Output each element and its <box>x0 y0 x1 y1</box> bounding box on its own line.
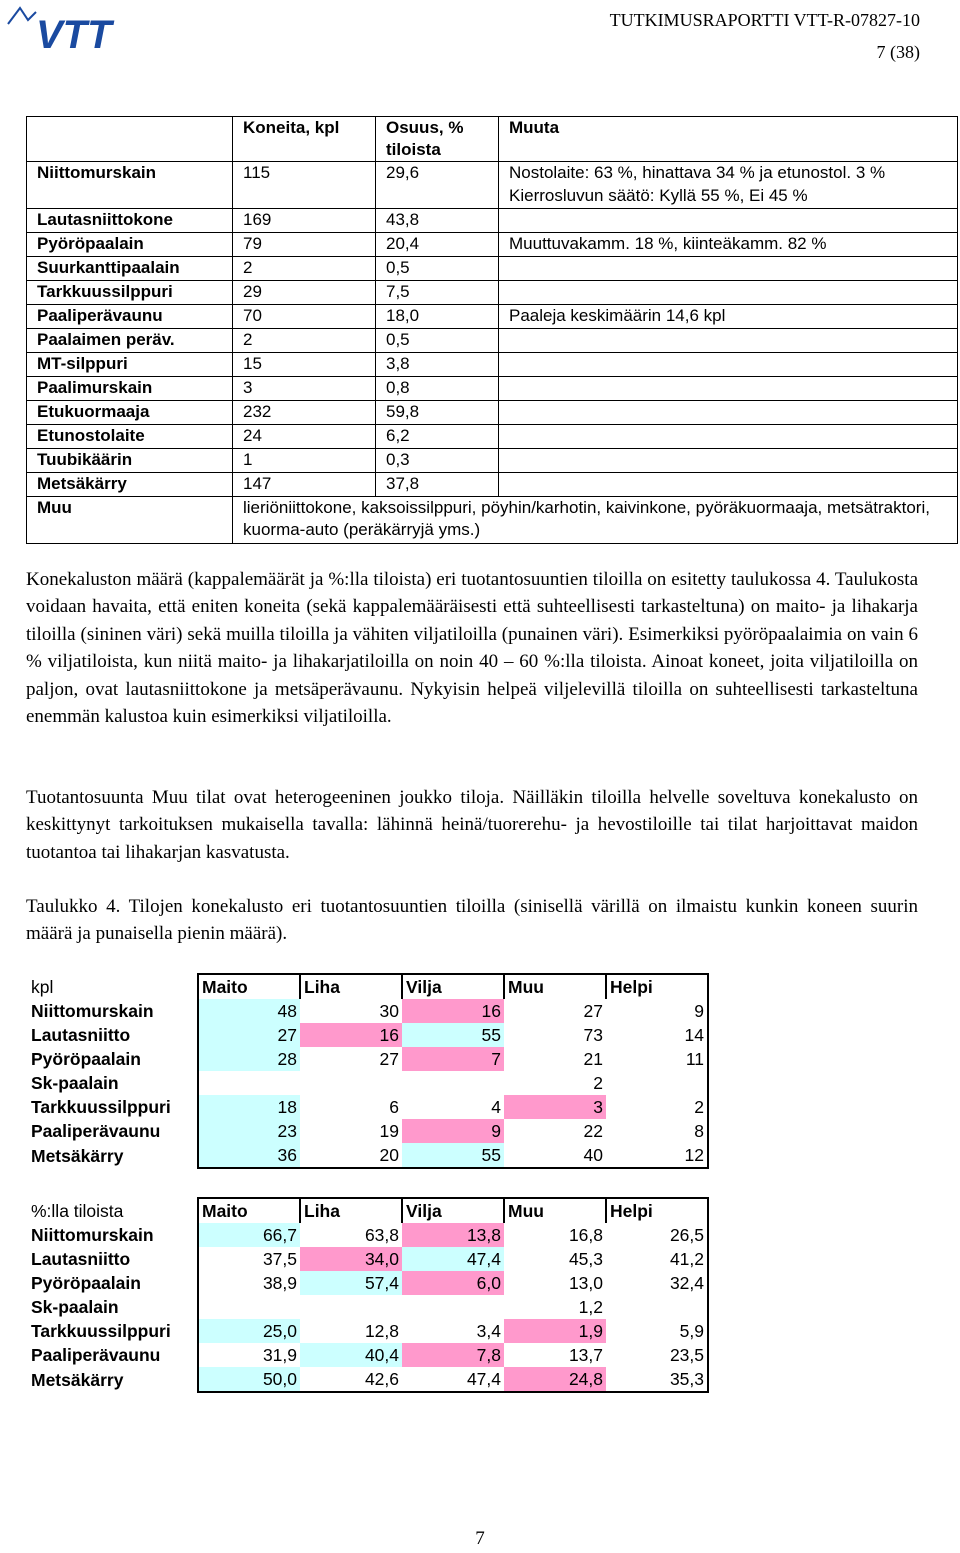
column-header: Liha <box>300 1198 402 1223</box>
table-cell: 2 <box>233 257 376 281</box>
table-cell <box>499 425 958 449</box>
table-row <box>26 1271 708 1295</box>
row-label: Paalaimen peräv. <box>27 329 233 353</box>
paragraph-2: Tuotantosuunta Muu tilat ovat heterogeeninen joukko tiloja. Näilläkin tiloilla helvelle soveltuva konekalusto on keskittynyt tarkoituksen mukaisella tavalla: lähinnä heinä/tuorerehu- ja hevostiloille tai tilat harjoittavat maidon tuotantoa tai lihakarjan kasvatusta. <box>26 787 918 863</box>
table-cell: 3,4 <box>476 1321 501 1341</box>
table-row <box>27 449 958 473</box>
table-cell: 15 <box>233 353 376 377</box>
table-row <box>26 1071 708 1095</box>
table-row <box>26 1319 708 1343</box>
table-cell: 40 <box>504 1143 606 1168</box>
table-cell: 57,4 <box>300 1271 402 1295</box>
table-cell: 63,8 <box>364 1225 399 1245</box>
muu-text: lieriöniittokone, kaksoissilppuri, pöyhin/karhotin, kaivinkone, pyöräkuormaaja, metsätraktori, kuorma-auto (peräkärryjä yms.) <box>233 497 958 544</box>
table-cell: 3 <box>233 377 376 401</box>
table-cell: 0,3 <box>376 449 499 473</box>
row-label: Lautasniitto <box>31 1249 131 1269</box>
table-cell: 3,8 <box>376 353 499 377</box>
table-corner-label: %:lla tiloista <box>31 1200 124 1221</box>
report-title: TUTKIMUSRAPORTTI VTT-R-07827-10 <box>609 10 920 30</box>
row-label: Metsäkärry <box>31 1369 124 1390</box>
table-row <box>26 1247 708 1271</box>
row-label: Tarkkuussilppuri <box>27 281 233 305</box>
table-cell: 12,8 <box>364 1321 399 1341</box>
table-cell: 34,0 <box>300 1247 402 1271</box>
table-cell: 30 <box>379 1001 399 1021</box>
table-cell: 45,3 <box>568 1249 603 1269</box>
table-cell: 16 <box>300 1023 402 1047</box>
table-row <box>26 1143 708 1168</box>
table-row <box>26 1047 708 1071</box>
table-cell: 4 <box>491 1097 501 1117</box>
table-cell: 29 <box>233 281 376 305</box>
page-info: 7 (38) <box>876 42 920 62</box>
row-label: Tarkkuussilppuri <box>31 1097 171 1117</box>
table-cell: 18,0 <box>376 305 499 329</box>
table-cell <box>300 1071 402 1095</box>
table-row <box>26 1343 708 1367</box>
column-header: Helpi <box>606 1198 708 1223</box>
table-cell: 37,5 <box>198 1247 300 1271</box>
table-cell <box>499 377 958 401</box>
table-row <box>27 425 958 449</box>
table-cell <box>233 185 376 209</box>
table-cell: 21 <box>583 1049 603 1069</box>
table-cell: 47,4 <box>402 1367 504 1392</box>
table-row <box>26 1119 708 1143</box>
table-cell: 27 <box>198 1023 300 1047</box>
table-kpl <box>26 973 709 1169</box>
table-cell: 0,5 <box>376 257 499 281</box>
table-cell: 115 <box>233 162 376 186</box>
column-header: Muu <box>504 1198 606 1223</box>
table-cell <box>499 353 958 377</box>
table-cell: 2 <box>606 1095 708 1119</box>
table-cell: 43,8 <box>376 209 499 233</box>
table-row <box>27 257 958 281</box>
row-label: Tuubikäärin <box>27 449 233 473</box>
table-cell <box>499 257 958 281</box>
table-cell: 3 <box>504 1095 606 1119</box>
footer-page-number: 7 <box>475 1528 485 1549</box>
table-cell: 16,8 <box>568 1225 603 1245</box>
col-header-muuta: Muuta <box>499 117 958 162</box>
row-label: Pyöröpaalain <box>31 1273 141 1293</box>
row-label: Lautasniittokone <box>27 209 233 233</box>
table-row <box>27 401 958 425</box>
table-cell <box>606 1295 708 1319</box>
row-label: Sk-paalain <box>31 1297 119 1317</box>
table-cell: 2 <box>593 1073 603 1093</box>
table-cell: 35,3 <box>606 1367 708 1392</box>
table-cell: 13,7 <box>568 1345 603 1365</box>
table-cell: 23 <box>198 1119 300 1143</box>
table-row <box>27 353 958 377</box>
column-header: Maito <box>198 1198 300 1223</box>
table-cell: 13,0 <box>568 1273 603 1293</box>
table-cell <box>606 1071 708 1095</box>
table-row <box>26 1095 708 1119</box>
table-cell: 24,8 <box>504 1367 606 1392</box>
table-cell <box>402 1295 504 1319</box>
table-cell: 55 <box>402 1023 504 1047</box>
table-cell <box>499 329 958 353</box>
table-cell: Paaleja keskimäärin 14,6 kpl <box>499 305 958 329</box>
table-cell: 27 <box>583 1001 603 1021</box>
table-cell: 47,4 <box>402 1247 504 1271</box>
table-cell: 66,7 <box>198 1223 300 1247</box>
table-row <box>26 999 708 1023</box>
table-cell: 8 <box>606 1119 708 1143</box>
table-cell <box>499 401 958 425</box>
row-label: Metsäkärry <box>31 1145 124 1166</box>
table-cell <box>499 449 958 473</box>
row-label: Paalimurskain <box>27 377 233 401</box>
table-cell <box>499 473 958 497</box>
table-row <box>27 281 958 305</box>
column-header: Liha <box>300 974 402 999</box>
table-cell: 79 <box>233 233 376 257</box>
row-label: Sk-paalain <box>31 1073 119 1093</box>
table-cell: 7 <box>402 1047 504 1071</box>
column-header: Vilja <box>402 1198 504 1223</box>
table-pct <box>26 1197 709 1393</box>
row-label: Etunostolaite <box>27 425 233 449</box>
table-cell: 29,6 <box>376 162 499 186</box>
table-cell: 6,0 <box>402 1271 504 1295</box>
table-cell: 20 <box>300 1143 402 1168</box>
table-row <box>26 1023 708 1047</box>
table-row <box>27 377 958 401</box>
table-cell: 59,8 <box>376 401 499 425</box>
row-label: Paaliperävaunu <box>31 1345 161 1365</box>
table-row <box>27 185 958 209</box>
table-cell: 24 <box>233 425 376 449</box>
table-cell: 37,8 <box>376 473 499 497</box>
logo-text: VTT <box>36 13 112 54</box>
table-cell: 0,8 <box>376 377 499 401</box>
row-label: Suurkanttipaalain <box>27 257 233 281</box>
row-label <box>27 185 233 209</box>
table-cell: 13,8 <box>402 1223 504 1247</box>
table-cell: 40,4 <box>300 1343 402 1367</box>
table-cell: 11 <box>606 1047 708 1071</box>
table-cell: 1,9 <box>504 1319 606 1343</box>
row-label: Pyöröpaalain <box>27 233 233 257</box>
table-cell: 41,2 <box>606 1247 708 1271</box>
table-caption: Taulukko 4. Tilojen konekalusto eri tuotantosuuntien tiloilla (sinisellä värillä on ilmaistu kunkin koneen suurin määrä ja punaisella pienin määrä). <box>26 896 918 945</box>
table-cell <box>376 185 499 209</box>
table-cell: 50,0 <box>198 1367 300 1392</box>
table-cell: 1,2 <box>578 1297 603 1317</box>
table-cell: 9 <box>606 999 708 1023</box>
table-cell: 12 <box>606 1143 708 1168</box>
column-header: Muu <box>504 974 606 999</box>
table-cell: 14 <box>606 1023 708 1047</box>
table-cell: 36 <box>198 1143 300 1168</box>
table-row <box>27 305 958 329</box>
row-label: Niittomurskain <box>31 1001 154 1021</box>
row-label: Tarkkuussilppuri <box>31 1321 171 1341</box>
table-cell: 42,6 <box>300 1367 402 1392</box>
table-cell: 19 <box>379 1121 399 1141</box>
table-cell: 2 <box>233 329 376 353</box>
table-cell: 1 <box>233 449 376 473</box>
col-header-osuus: Osuus, % tiloista <box>376 117 499 162</box>
table-cell: 20,4 <box>376 233 499 257</box>
table-cell <box>402 1071 504 1095</box>
table-cell <box>499 281 958 305</box>
table-cell: 0,5 <box>376 329 499 353</box>
table-cell <box>198 1295 300 1319</box>
table-cell: 28 <box>198 1047 300 1071</box>
table-cell: 38,9 <box>198 1271 300 1295</box>
table-row <box>27 162 958 186</box>
table-row <box>26 1367 708 1392</box>
table-row <box>26 1295 708 1319</box>
col-header-koneita: Koneita, kpl <box>233 117 376 162</box>
table-row <box>27 233 958 257</box>
table-cell: 232 <box>233 401 376 425</box>
table-row <box>27 329 958 353</box>
table-cell: 6,2 <box>376 425 499 449</box>
row-label: Metsäkärry <box>27 473 233 497</box>
table-cell: 6 <box>389 1097 399 1117</box>
table-cell: 55 <box>402 1143 504 1168</box>
table-row <box>27 209 958 233</box>
table-cell: 9 <box>402 1119 504 1143</box>
table-cell: 32,4 <box>606 1271 708 1295</box>
table-cell: 26,5 <box>606 1223 708 1247</box>
table-corner-label: kpl <box>31 976 54 997</box>
table-cell: 22 <box>583 1121 603 1141</box>
table-cell: 23,5 <box>606 1343 708 1367</box>
table-row <box>27 473 958 497</box>
table-cell: 31,9 <box>198 1343 300 1367</box>
table-cell: 7,5 <box>376 281 499 305</box>
table-cell: Muuttuvakamm. 18 %, kiinteäkamm. 82 % <box>499 233 958 257</box>
machinery-summary-table <box>26 116 958 544</box>
table-cell: 5,9 <box>606 1319 708 1343</box>
table-cell <box>198 1071 300 1095</box>
table-cell: Kierrosluvun säätö: Kyllä 55 %, Ei 45 % <box>499 185 958 209</box>
column-header: Maito <box>198 974 300 999</box>
row-label: Paaliperävaunu <box>31 1121 161 1141</box>
row-label: Etukuormaaja <box>27 401 233 425</box>
table-cell: 48 <box>198 999 300 1023</box>
row-label: Paaliperävaunu <box>27 305 233 329</box>
table-cell <box>499 209 958 233</box>
column-header: Helpi <box>606 974 708 999</box>
vtt-logo <box>6 2 156 54</box>
row-label: Pyöröpaalain <box>31 1049 141 1069</box>
table-cell <box>300 1295 402 1319</box>
row-label: Niittomurskain <box>31 1225 154 1245</box>
table-cell: 73 <box>583 1025 603 1045</box>
table-cell: 7,8 <box>402 1343 504 1367</box>
column-header: Vilja <box>402 974 504 999</box>
row-label: Niittomurskain <box>27 162 233 186</box>
table-cell: 16 <box>402 999 504 1023</box>
table-cell: 18 <box>198 1095 300 1119</box>
table-cell: 169 <box>233 209 376 233</box>
row-label: Lautasniitto <box>31 1025 131 1045</box>
table-cell: Nostolaite: 63 %, hinattava 34 % ja etunostol. 3 % <box>499 162 958 186</box>
table-cell: 70 <box>233 305 376 329</box>
table-cell: 147 <box>233 473 376 497</box>
muu-label: Muu <box>27 497 233 544</box>
table-cell: 27 <box>379 1049 399 1069</box>
table-row <box>26 1223 708 1247</box>
row-label: MT-silppuri <box>27 353 233 377</box>
paragraph-1: Konekaluston määrä (kappalemäärät ja %:lla tiloista) eri tuotantosuuntien tiloilla on esitetty taulukossa 4. Taulukosta voidaan havaita, että eniten koneita (sekä kappalemääräisesti että suhteellisesti tarkasteltuna) on maito- ja lihakarja tiloilla (sininen väri) sekä muilla tiloilla ja vähiten viljatiloilla (punainen väri). Esimerkiksi pyöröpaalaimia on vain 6 % viljatiloista, kun niitä maito- ja lihakarjatiloilla on noin 40 – 60 %:lla tiloista. Ainoat koneet, joita viljatiloilla on paljon, ovat lautasniittokone ja metsäperävaunu. Nykyisin helpeä viljelevillä tiloilla on suhteellisesti tarkasteltuna enemmän kalustoa kuin esimerkiksi viljatiloilla. <box>26 569 918 728</box>
table-cell: 25,0 <box>198 1319 300 1343</box>
